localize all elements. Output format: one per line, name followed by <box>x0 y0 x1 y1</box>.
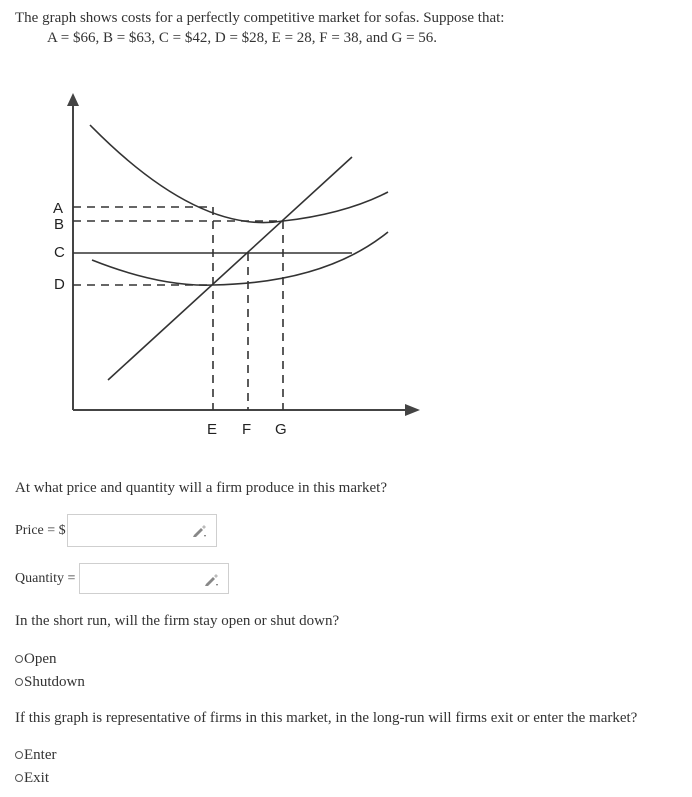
price-input-box <box>67 514 217 547</box>
label-D: D <box>54 276 65 293</box>
radio-exit-label: Exit <box>24 770 49 786</box>
quantity-input-box <box>79 563 229 594</box>
label-B: B <box>54 216 65 233</box>
radio-enter-label: Enter <box>24 747 57 763</box>
radio-open[interactable] <box>15 649 57 669</box>
question-intro <box>15 8 504 48</box>
pencil-icon[interactable] <box>204 573 220 587</box>
quantity-label: Quantity = <box>15 570 76 586</box>
question-2: In the short run, will the firm stay open or shut down? <box>15 613 340 629</box>
radio-open-label: Open <box>24 651 57 667</box>
pencil-icon[interactable] <box>192 524 208 538</box>
radio-circle-icon[interactable] <box>15 774 23 782</box>
label-E: E <box>207 421 218 438</box>
radio-exit[interactable] <box>15 768 49 788</box>
question-3: If this graph is representative of firms in this market, in the long-run will firms exit or enter the market? <box>15 710 638 726</box>
radio-circle-icon[interactable] <box>15 751 23 759</box>
y-axis-arrow <box>67 93 79 106</box>
intro-line-1: The graph shows costs for a perfectly competitive market for sofas. Suppose that: <box>15 10 505 26</box>
label-C: C <box>54 244 65 261</box>
label-G: G <box>275 421 287 438</box>
x-axis-arrow <box>405 404 420 416</box>
label-A: A <box>53 200 64 217</box>
label-F: F <box>242 421 252 438</box>
intro-line-2: A = $66, B = $63, C = $42, D = $28, E = 28, F = 38, and G = 56. <box>47 30 438 46</box>
price-label: Price = $ <box>15 522 66 538</box>
atc-curve <box>90 125 388 223</box>
radio-shutdown-label: Shutdown <box>24 674 85 690</box>
quantity-row <box>15 563 229 594</box>
price-row <box>15 514 217 547</box>
question-1: At what price and quantity will a firm produce in this market? <box>15 480 387 496</box>
radio-shutdown[interactable] <box>15 672 85 692</box>
radio-circle-icon[interactable] <box>15 678 23 686</box>
cost-curves-graph <box>0 90 692 450</box>
radio-enter[interactable] <box>15 745 56 765</box>
radio-circle-icon[interactable] <box>15 655 23 663</box>
mc-curve <box>108 157 352 380</box>
